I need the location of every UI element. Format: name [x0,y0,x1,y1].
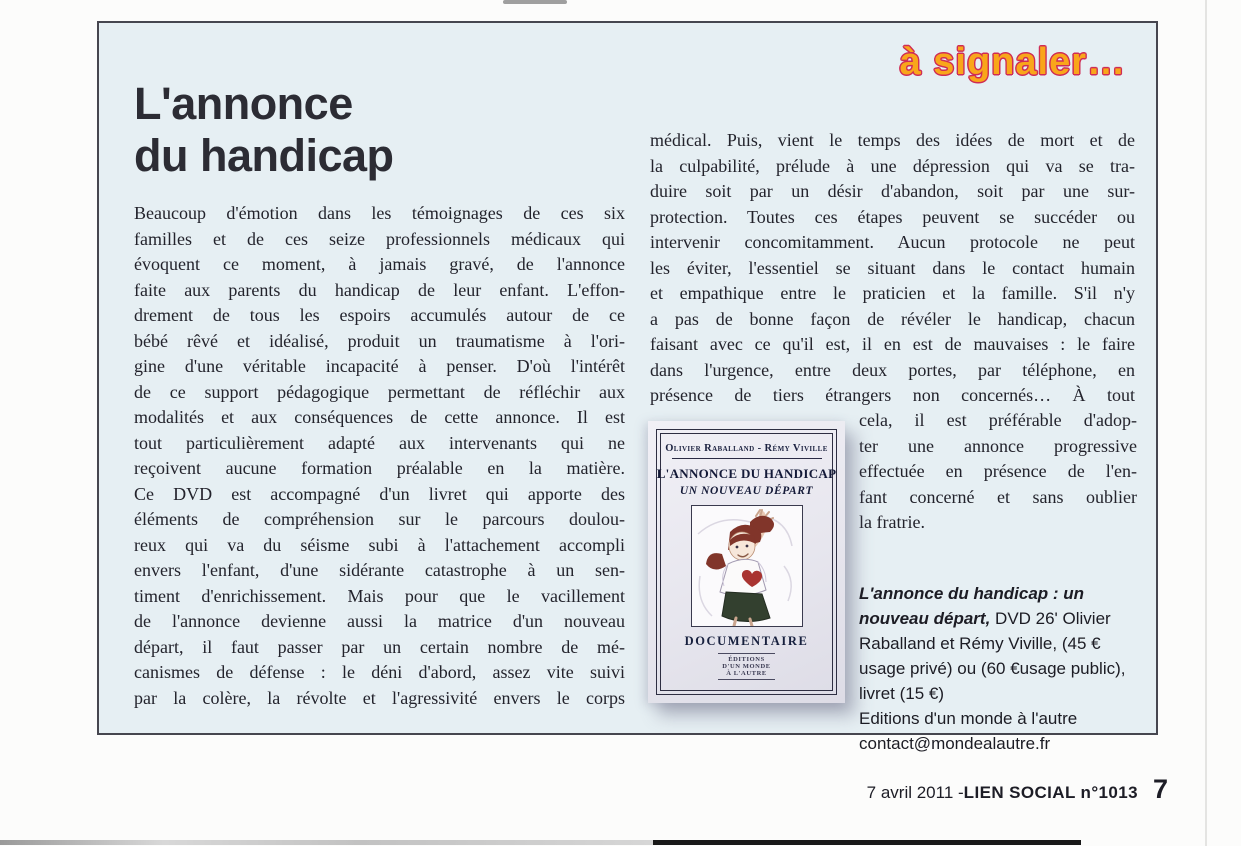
scan-artifact-strip-light [0,840,653,845]
article-panel [97,21,1158,753]
scan-artifact-edge [1205,0,1207,846]
text-line: départ, il faut passer par un certain nombre de mé- [134,636,625,657]
text-line: évoquent ce moment, à jamais gravé, de l'annonce [134,254,625,274]
text-line: ter une annonce progressive [859,435,1137,456]
text-line: de ce support pédagogique permettant de réfléchir aux [134,381,625,402]
right-text-column [650,128,1135,409]
dvd-caption [859,581,1151,756]
right-text-column-wrap [859,408,1137,536]
text-line: fant concerné et sans oublier [859,486,1137,507]
text-line: modalités et aux conséquences de cette annonce. Il est [134,407,625,427]
text-line: drement de tous les espoirs accumulés autour de ce [134,305,625,325]
publisher-logo-line3: À L'AUTRE [726,670,767,677]
text-line: protection. Toutes ces étapes peuvent se succéder ou [650,206,1135,227]
dvd-cover-genre: DOCUMENTAIRE [684,634,809,648]
article-title [134,78,394,182]
caption-publisher: Editions d'un monde à l'autre [859,709,1078,728]
text-line: timent d'enrichissement. Mais pour que le vacillement [134,585,625,606]
article-title-line2: du handicap [134,130,394,181]
text-line: envers l'enfant, d'une sidérante catastrophe à un sen- [134,560,625,580]
text-line: Beaucoup d'émotion dans les témoignages de ces six [134,203,625,223]
text-line: canismes de défense : le déni d'abord, assez vite suivi [134,662,625,682]
publisher-logo [718,653,774,680]
text-line: les éviter, l'essentiel se situant dans le contact humain [650,257,1135,278]
article-title-line1: L'annonce [134,78,353,129]
scan-artifact-smudge [503,0,567,4]
text-line: a pas de bonne façon de révéler le handicap, chacun [650,308,1135,329]
text-line: gine d'une véritable incapacité à penser. D'où l'intérêt [134,356,625,376]
text-line: reux qui va du séisme subi à l'attachement accompli [134,534,625,555]
publisher-logo-line2: D'UN MONDE [722,663,771,670]
text-line: effectuée en présence de l'en- [859,461,1137,481]
section-flag: à signaler… [899,41,1126,83]
dvd-cover-subtitle: UN NOUVEAU DÉPART [679,485,814,497]
text-line: et empathique entre le praticien et la famille. S'il n'y [650,283,1135,303]
text-line: duire soit par un désir d'abandon, soit par une sur- [650,181,1135,201]
text-line: Ce DVD est accompagné d'un livret qui apporte des [134,483,625,504]
dvd-cover-authors: Olivier Raballand - Rémy Viville [665,443,828,454]
dvd-cover-inner-frame [656,433,837,691]
scan-artifact-strip-dark [653,840,1081,845]
footer-page-number: 7 [1152,774,1168,804]
dvd-cover-title: L'ANNONCE DU HANDICAP [656,466,837,481]
text-line: de l'annonce devienne aussi la matrice d'un nouveau [134,611,625,631]
footer-magazine-name: LIEN SOCIAL n°1013 [963,783,1138,802]
text-line: faite aux parents du handicap de leur enfant. L'effon- [134,279,625,300]
text-line: par la colère, la révolte et l'agressivité envers le corps [134,687,625,708]
girl-sketch-illustration [691,505,803,627]
text-line: la fratrie. [859,512,925,532]
text-line: familles et de ces seize professionnels médicaux qui [134,228,625,249]
text-line: médical. Puis, vient le temps des idées de mort et de [650,130,1135,150]
text-line: faisant avec ce qu'il est, il en est de mauvaises : le faire [650,334,1135,354]
text-line: cela, il est préférable d'adop- [859,410,1137,430]
text-line: bébé rêvé et idéalisé, produit un traumatisme à l'ori- [134,330,625,351]
text-line: reçoivent aucune formation préalable en la matière. [134,458,625,478]
left-text-column [134,201,625,711]
dvd-cover-rule [672,458,822,459]
caption-details: DVD 26' Olivier Raballand et Rémy Viville, (45 € usage privé) ou (60 €usage public), livret (15 €) [859,609,1126,703]
text-line: la culpabilité, prélude à une dépression qui va se tra- [650,155,1135,176]
text-line: intervenir concomitamment. Aucun protocole ne peut [650,232,1135,252]
caption-title: L'annonce du handicap : un nouveau départ, [859,584,1085,628]
text-line: présence de tiers étrangers non concernés… À tout [650,385,1135,405]
dvd-cover [648,421,845,703]
footer-date: 7 avril 2011 - [866,783,964,802]
page-footer [867,774,1168,805]
text-line: éléments de compréhension sur le parcours doulou- [134,509,625,529]
text-line: dans l'urgence, entre deux portes, par téléphone, en [650,359,1135,380]
text-line: tout particulièrement adapté aux intervenants qui ne [134,432,625,453]
caption-contact-email: contact@mondealautre.fr [859,734,1051,753]
publisher-logo-line1: ÉDITIONS [728,656,765,663]
